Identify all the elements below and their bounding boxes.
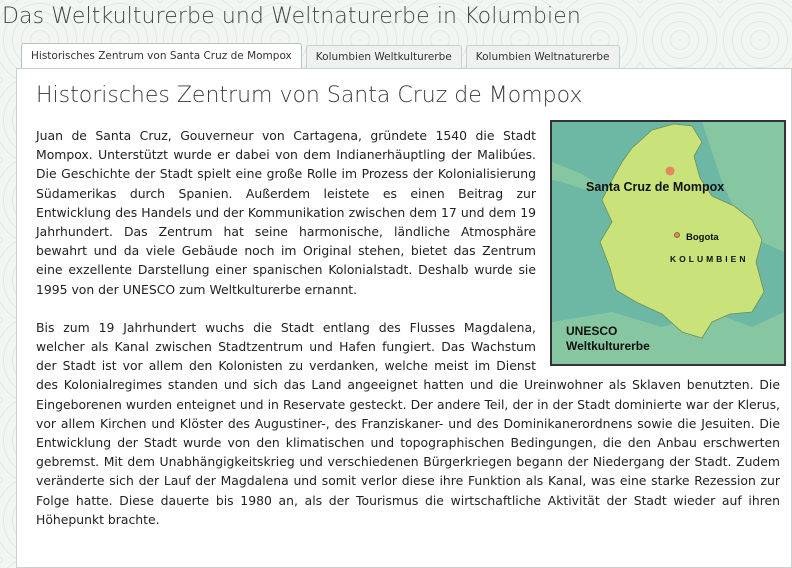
article-heading: Historisches Zentrum von Santa Cruz de Mompox (36, 83, 583, 108)
page-title: Das Weltkulturerbe und Weltnaturerbe in Kolumbien (2, 4, 581, 29)
tab-weltkulturerbe[interactable]: Kolumbien Weltkulturerbe (306, 45, 462, 68)
map-label-unesco (566, 324, 650, 354)
article-body (36, 126, 780, 548)
tab-bar (21, 45, 620, 68)
unesco-line-2: Weltkulturerbe (566, 339, 650, 353)
map-label-kolumbien: KOLUMBIEN (670, 254, 749, 264)
tab-mompox[interactable]: Historisches Zentrum von Santa Cruz de Mompox (21, 43, 302, 68)
unesco-line-1: UNESCO (566, 324, 618, 338)
bogota-dot (675, 233, 680, 238)
map-label-bogota: Bogota (686, 232, 719, 243)
article-paragraph-1: Juan de Santa Cruz, Gouverneur von Cartagena, gründete 1540 die Stadt Mompox. Unterstützt wurde er dabei von dem Indianerhäuptling der Malibúes. Die Geschichte der Stadt spielt eine große Rolle im Prozess der Kolonialisierung Südamerikas durch Spanien. Außerdem leistete es einen Beitrag zur Entwicklung des Handels und der Kommunikation zwischen dem 17 und dem 19 Jahrhundert. Das Zentrum hat seine harmonische, ländliche Atmosphäre bewahrt und da viele Gebäude noch im Original stehen, bietet das Zentrum eine exzellente Darstellung einer spanischen Kolonialstadt. Deshalb wurde sie 1995 von der UNESCO zum Weltkulturerbe ernannt. (36, 128, 536, 297)
colombia-map-image (550, 120, 786, 366)
tab-weltnaturerbe[interactable]: Kolumbien Weltnaturerbe (466, 45, 620, 68)
map-label-mompox: Santa Cruz de Mompox (586, 180, 725, 194)
article-paragraph-2: Bis zum 19 Jahrhundert wuchs die Stadt entlang des Flusses Magdalena, welcher als Kanal zwischen Stadtzentrum und Hafen fungiert. Das Wachstum der Stadt ist vor allem den Kolonisten zu verdanken, welche meist im Dienst des Kolonialregimes standen und sich das Land angeeignet hatten und die Ureinwohner als Sklaven benutzten. Die Eingeborenen wurden enteignet und in Reservate gesteckt. Der andere Teil, der in der Stadt dominierte war der Klerus, vor allem Kirchen und Klöster des Augustiner-, des Franziskaner- und des Dominikanerordnens sowie die Jesuiten. Die Entwicklung der Stadt wurde von den klimatischen und topographischen Bedingungen, die den Anbau erschwerten gebremst. Mit dem Unabhängigkeitskrieg und verschiedenen Bürgerkriegen begann der Niedergang der Stadt. Zudem veränderte sich der Lauf der Magdalena und somit verlor diese ihre Funktion als Kanal, was eine starke Rezession zur Folge hatte. Diese dauerte bis 1980 an, als der Tourismus die wirtschaftliche Aktivität der Stadt wieder auf ihren Höhepunkt brachte. (36, 319, 780, 527)
mompox-dot (666, 167, 675, 176)
content-panel (16, 68, 792, 568)
